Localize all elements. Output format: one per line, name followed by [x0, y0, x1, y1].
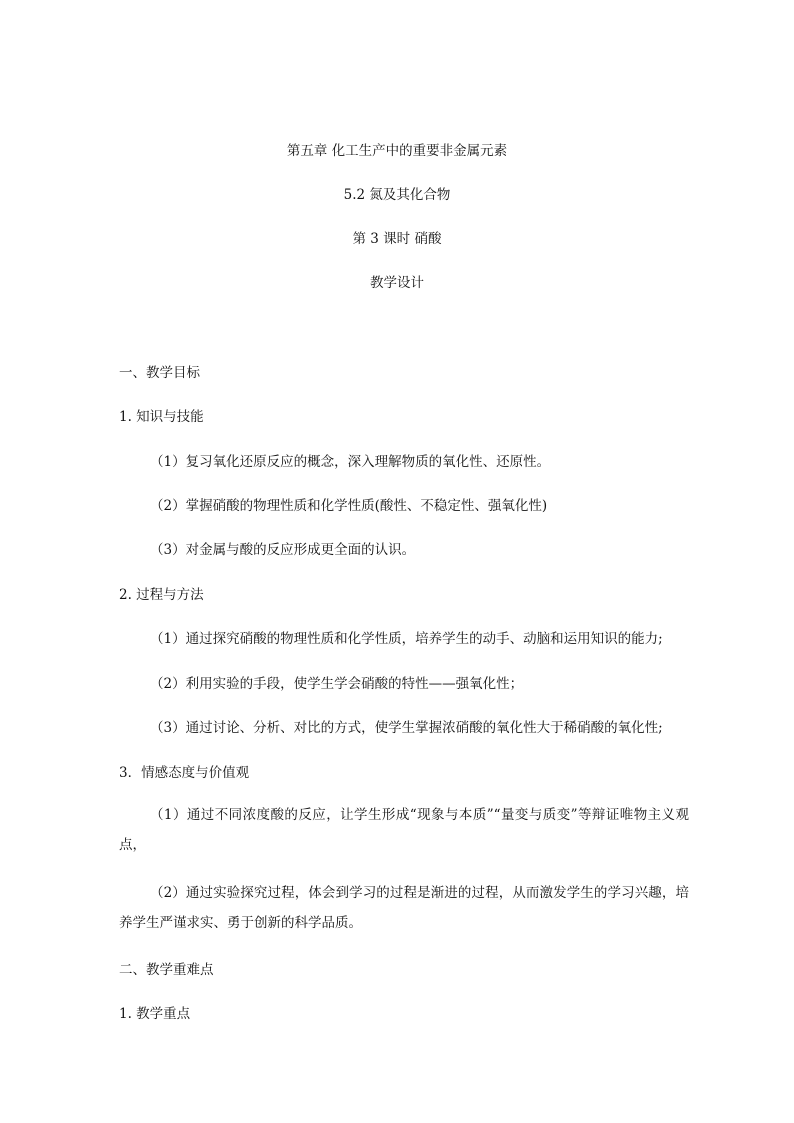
section-title: 5.2 氮及其化合物	[343, 187, 451, 203]
subheading-knowledge-skills: 1. 知识与技能	[119, 409, 204, 425]
list-item: （2）通过实验探究过程，体会到学习的过程是渐进的过程，从而激发学生的学习兴趣，培养学生严谨求实、勇于创新的科学品质。	[119, 885, 689, 931]
chapter-title: 第五章 化工生产中的重要非金属元素	[286, 143, 508, 159]
list-item: （1）通过探究硝酸的物理性质和化学性质，培养学生的动手、动脑和运用知识的能力;	[150, 631, 663, 647]
subheading-attitude-values: 3．情感态度与价值观	[119, 765, 250, 781]
list-item: （3）对金属与酸的反应形成更全面的认识。	[150, 542, 416, 558]
doc-type-title: 教学设计	[370, 275, 424, 291]
list-item: （3）通过讨论、分析、对比的方式，使学生掌握浓硝酸的氧化性大于稀硝酸的氧化性;	[150, 720, 663, 736]
list-item: （2）掌握硝酸的物理性质和化学性质(酸性、不稳定性、强氧化性)	[150, 498, 548, 514]
list-item: （1）通过不同浓度酸的反应，让学生形成“现象与本质”“量变与质变”等辩证唯物主义观点，	[119, 807, 689, 853]
list-item: （1）复习氧化还原反应的概念，深入理解物质的氧化性、还原性。	[150, 454, 551, 470]
list-item: （2）利用实验的手段，使学生学会硝酸的特性——强氧化性；	[150, 676, 524, 692]
heading-key-difficult-points: 二、教学重难点	[119, 962, 214, 978]
lesson-title: 第 3 课时 硝酸	[352, 231, 442, 247]
subheading-process-method: 2. 过程与方法	[119, 587, 204, 603]
subheading-teaching-focus: 1. 教学重点	[119, 1006, 191, 1022]
heading-teaching-goals: 一、教学目标	[119, 365, 200, 381]
